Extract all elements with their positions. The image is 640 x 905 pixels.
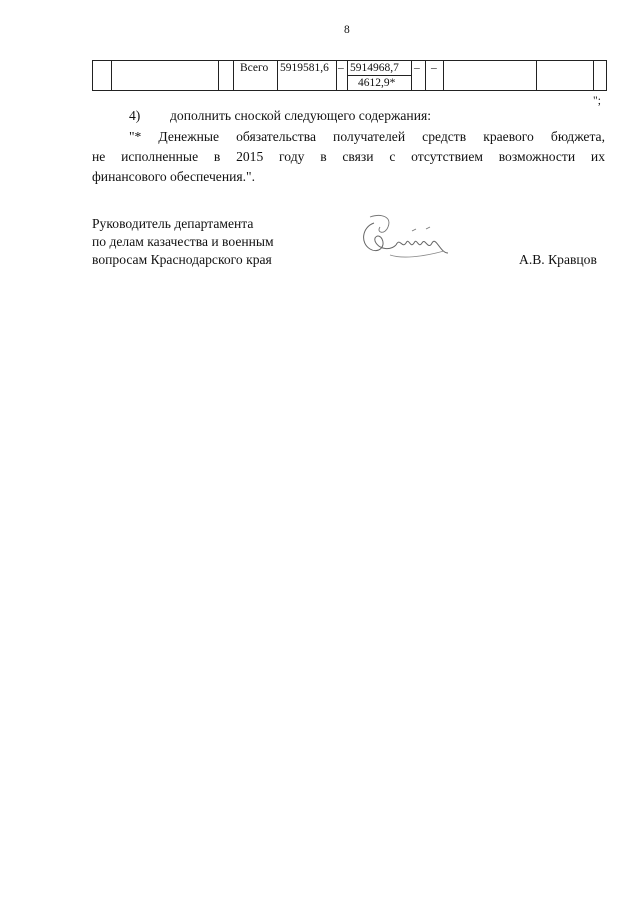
footnote-line: финансового обеспечения.". (92, 169, 255, 184)
page-number: 8 (344, 24, 350, 36)
table-divider (425, 61, 426, 90)
item-number: 4) (129, 108, 141, 123)
table-divider (111, 61, 112, 90)
table-value-planned: 5919581,6 (280, 62, 329, 74)
item-text: дополнить сноской следующего содержания: (170, 108, 432, 123)
footnote-line: не исполненные в 2015 году в связи с отсутствием возможности их (92, 149, 605, 164)
table-dash: – (431, 62, 437, 74)
table-divider (536, 61, 537, 90)
table-divider (336, 61, 337, 90)
table-total-label: Всего (240, 62, 269, 74)
table-dash: – (414, 62, 420, 74)
budget-table (92, 60, 607, 91)
table-divider (233, 61, 234, 90)
closing-quote: "; (593, 95, 601, 107)
signatory-title: по делам казачества и военным (92, 234, 274, 249)
table-value-executed: 5914968,7 (350, 62, 399, 74)
table-dash: – (338, 62, 344, 74)
table-divider (277, 61, 278, 90)
table-divider (443, 61, 444, 90)
table-cell-split (347, 75, 411, 76)
handwritten-signature (352, 209, 452, 269)
signatory-title: вопросам Краснодарского края (92, 252, 272, 267)
footnote-line: "* Денежные обязательства получателей средств краевого бюджета, (129, 129, 605, 144)
table-divider (218, 61, 219, 90)
table-value-footnoted: 4612,9* (358, 77, 396, 89)
table-divider (593, 61, 594, 90)
signatory-name: А.В. Кравцов (519, 252, 597, 267)
table-divider (411, 61, 412, 90)
signatory-title: Руководитель департамента (92, 216, 254, 231)
